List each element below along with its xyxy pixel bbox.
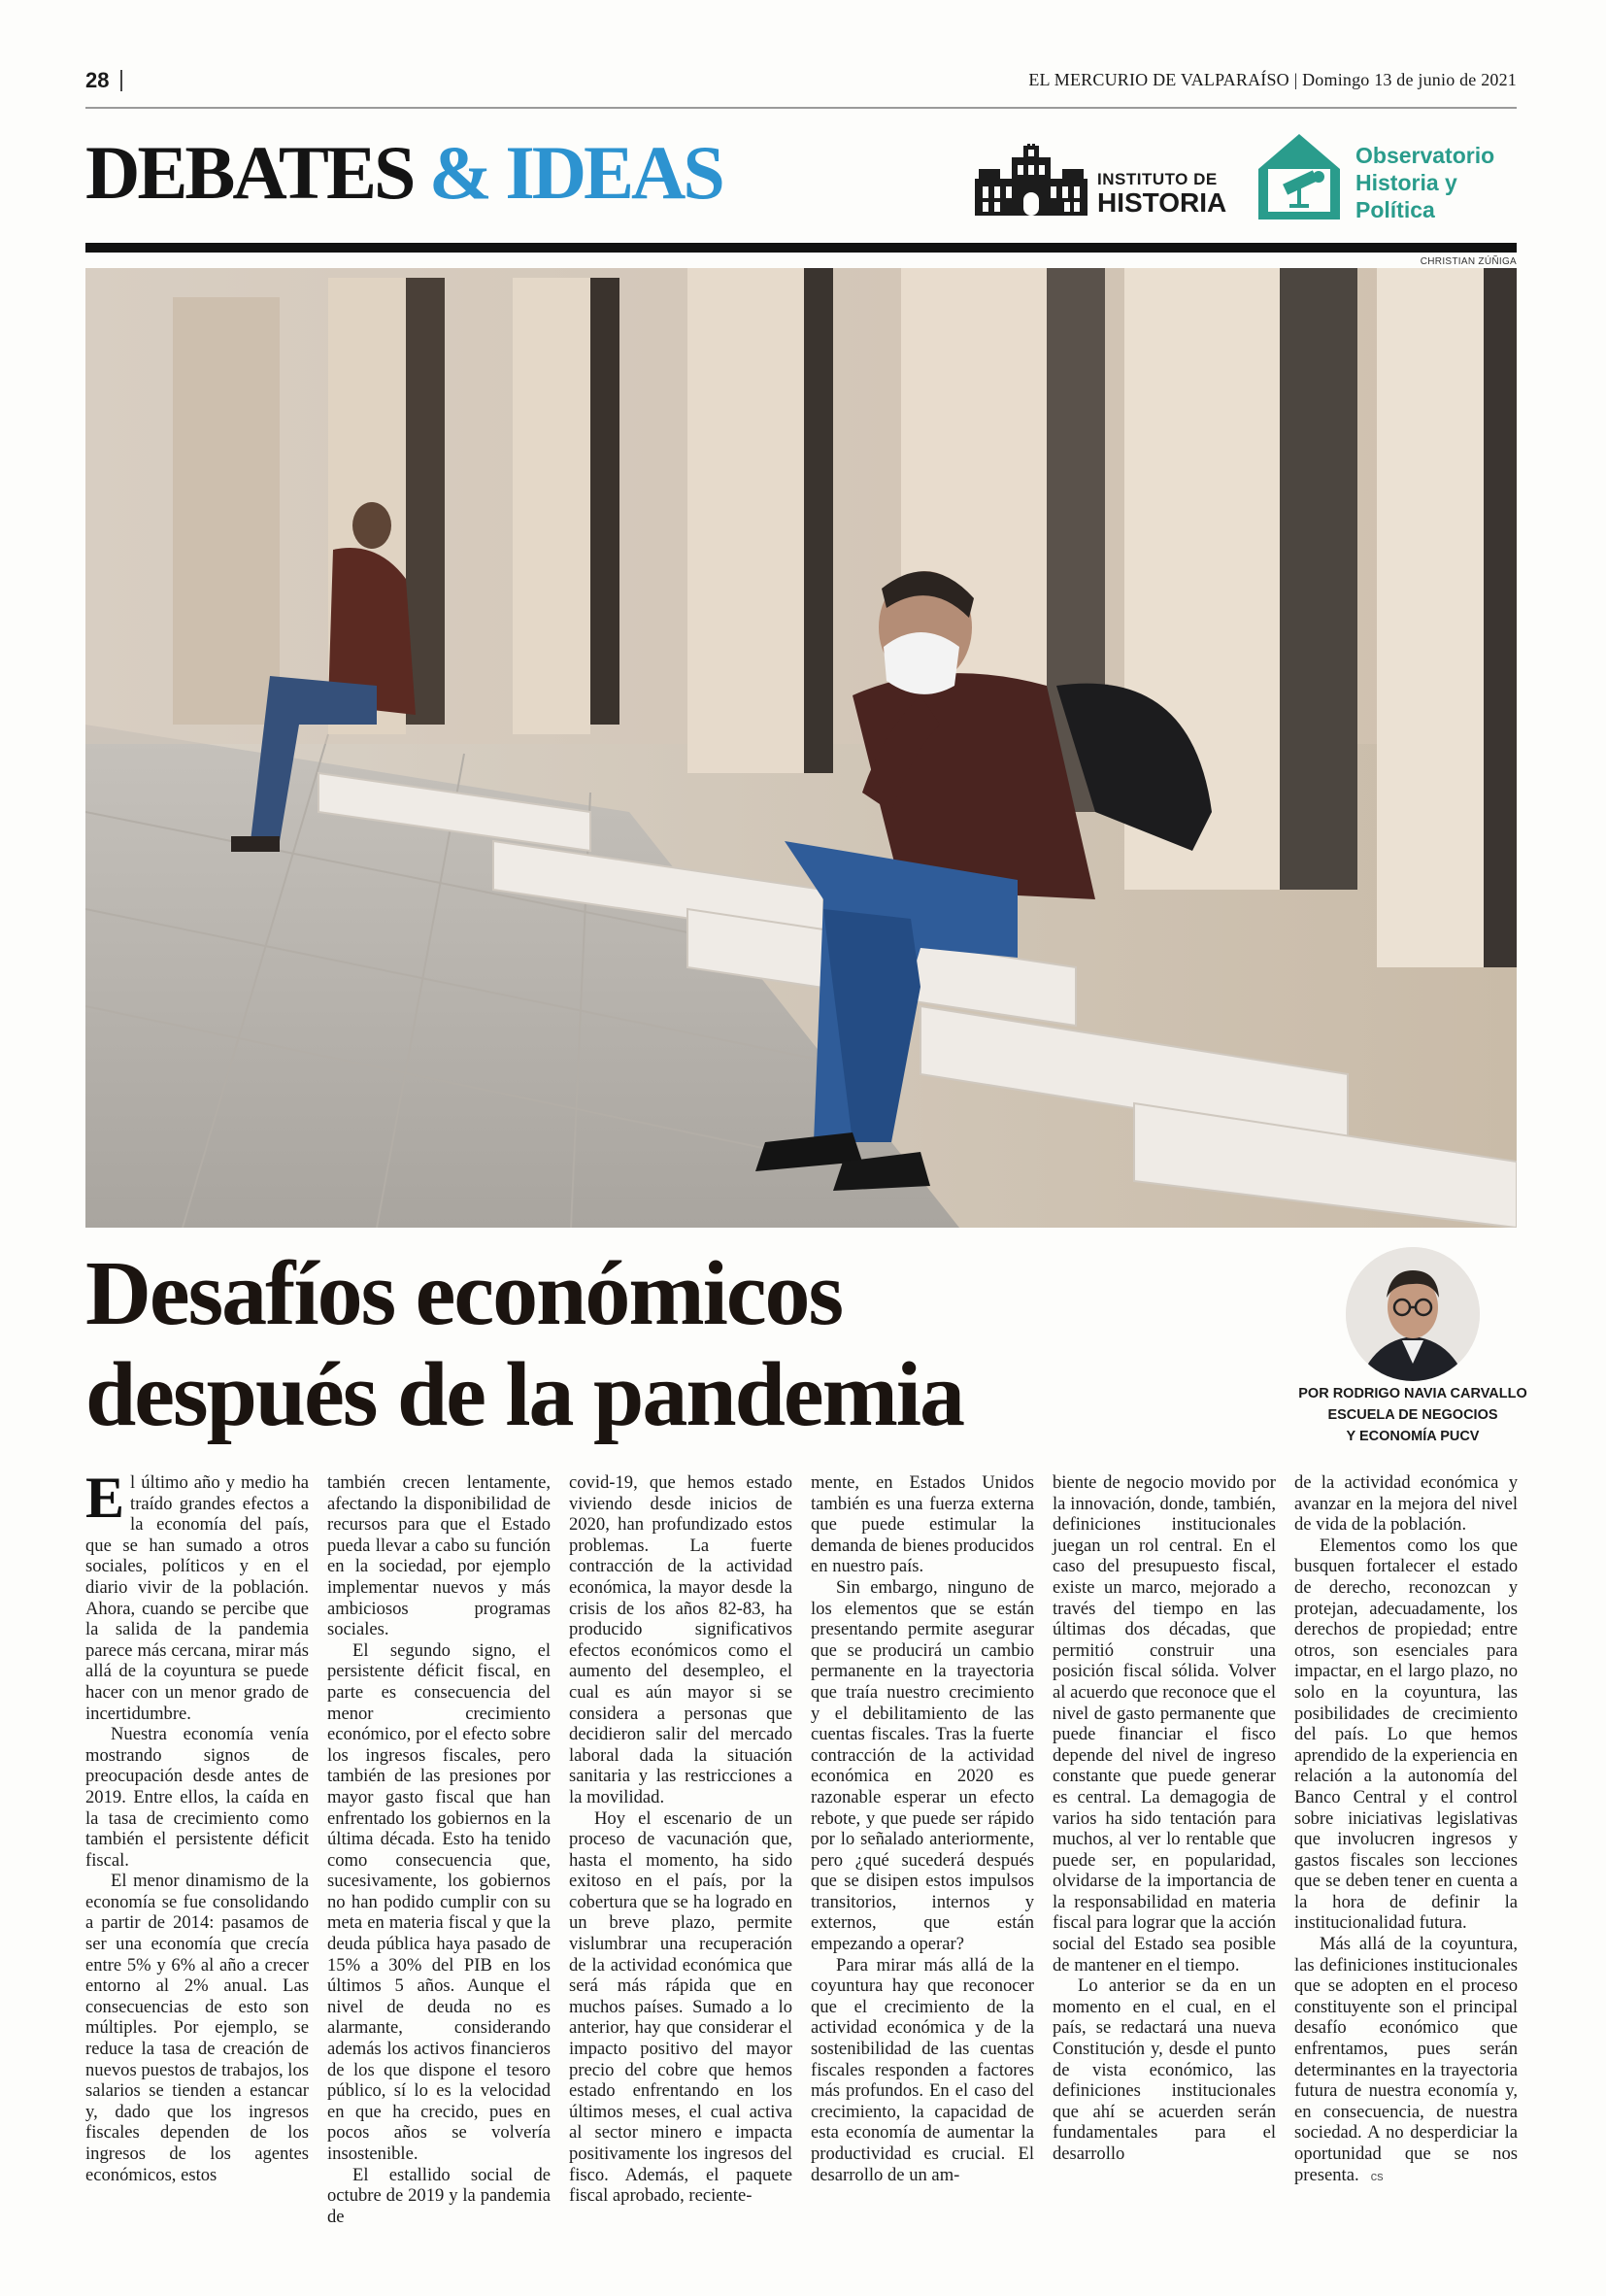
building-icon: [973, 144, 1089, 218]
paragraph-text: l último año y medio ha traído grandes efectos a la economía del país, que se han sumado a otros sociales, políticos y en el diario vivir de la población. Ahora, cuando se percibe que la salida de la pandemia parece más cercana, mirar más allá de la coyuntura se puede hacer con un menor grado de incertidumbre.: [85, 1472, 309, 1724]
author-portrait-image: [1346, 1247, 1480, 1381]
article-column-3: [569, 1472, 792, 2207]
paragraph: Elementos como los que busquen fortalecer el estado de derecho, reconozcan y protejan, adecuadamente, los derechos de propiedad; entre otros, son esenciales para impactar, en el largo plazo, no solo en la coyuntura, las posibilidades de crecimiento del país. Lo que hemos aprendido de la experiencia en relación a la autonomía del Banco Central y el control sobre iniciativas legislativas que involucren ingresos y gastos fiscales son lecciones que se deben tener en cuenta a la hora de definir la institucionalidad futura.: [1294, 1535, 1518, 1934]
author-avatar: [1346, 1247, 1480, 1381]
folio-divider: |: [1293, 70, 1303, 89]
paragraph: Para mirar más allá de la coyuntura hay que reconocer que el crecimiento de la actividad económica y de la sostenibilidad de las cuentas fiscales responden a factores más profundos. En el caso del crecimiento, la capacidad de esta economía de aumentar la productividad es crucial. El desarrollo de un am-: [811, 1954, 1034, 2185]
paragraph: covid-19, que hemos estado viviendo desde inicios de 2020, han profundizado estos problemas. La fuerte contracción de la actividad económica, la mayor desde la crisis de los años 82-83, ha producido significativos efectos económicos como el aumento del desempleo, el cual es aún mayor si se considera a personas que decidieron salir del mercado laboral dada la situación sanitaria y las restricciones a la movilidad.: [569, 1472, 792, 1807]
author-affiliation-2: Y ECONOMÍA PUCV: [1346, 1429, 1480, 1444]
publication-name: EL MERCURIO DE VALPARAÍSO: [1028, 70, 1289, 89]
paragraph: [1294, 1934, 1518, 2186]
paragraph: El estallido social de octubre de 2019 y la pandemia de: [327, 2164, 551, 2227]
paragraph: mente, en Estados Unidos también es una fuerza externa que puede estimular la demanda de bienes producidos en nuestro país.: [811, 1472, 1034, 1577]
paragraph: Nuestra economía venía mostrando signos de preocupación desde antes de 2019. Entre ellos, la caída en la tasa de crecimiento como también el persistente déficit fiscal.: [85, 1724, 309, 1871]
instituto-historia-logo: [973, 144, 1227, 218]
main-photo: [85, 268, 1517, 1228]
drop-cap: E: [85, 1466, 125, 1530]
paragraph: Lo anterior se da en un momento en el cual, en el país, se redactará una nueva Constitución y, desde el punto de vista económico, las definiciones institucionales que ahí se acuerden serán fundamentales para el desarrollo: [1053, 1975, 1276, 2164]
folio-bar: [85, 68, 1517, 95]
paragraph: El menor dinamismo de la economía se fue consolidando a partir de 2014: pasamos de ser una economía que crecía entre 5% y 6% al año a crecer entorno al 2% anual. Las consecuencias de esto son múltiples. Por ejemplo, se reduce la tasa de creación de nuevos puestos de trabajos, los salarios se tienden a estancar y, dado que los ingresos fiscales dependen de los ingresos de los agentes económicos, estos: [85, 1871, 309, 2185]
headline-line1: Desafíos económicos: [85, 1243, 843, 1344]
instituto-line1: INSTITUTO DE: [1097, 170, 1218, 188]
section-title-amp: &: [428, 130, 489, 215]
publication-date: Domingo 13 de junio de 2021: [1302, 70, 1517, 89]
top-rule: [85, 107, 1517, 109]
paragraph: El segundo signo, el persistente déficit fiscal, en parte es consecuencia del menor crecimiento económico, por el efecto sobre los ingresos fiscales, pero también de las presiones por mayor gasto fiscal que han enfrentado los gobiernos en la última década. Esto ha tenido como consecuencia que, sucesivamente, los gobiernos no han podido cumplir con su meta en materia fiscal y que la deuda pública haya pasado de 15% a 30% del PIB en los últimos 5 años. Aunque el nivel de deuda no es alarmante, considerando además los activos financieros de los que dispone el tesoro público, sí lo es la velocidad en que ha crecido, pues en pocos años se volvería insostenible.: [327, 1639, 551, 2164]
observatorio-line3: Política: [1355, 197, 1435, 222]
byline: [1272, 1383, 1554, 1447]
article-column-1: [85, 1466, 309, 2185]
author-affiliation-1: ESCUELA DE NEGOCIOS: [1327, 1407, 1498, 1423]
folio-publication-line: [1028, 70, 1517, 90]
paragraph: de la actividad económica y avanzar en la mejora del nivel de vida de la población.: [1294, 1472, 1518, 1536]
observatorio-line1: Observatorio: [1355, 143, 1495, 168]
headline-line2: después de la pandemia: [85, 1344, 964, 1445]
observatorio-text: [1355, 142, 1494, 223]
article-column-5: [1053, 1472, 1276, 2165]
article-column-2: [327, 1472, 551, 2227]
instituto-line2: HISTORIA: [1097, 187, 1227, 218]
observatorio-logo: [1255, 130, 1526, 223]
folio-separator: [120, 70, 122, 91]
article-column-4: [811, 1472, 1034, 2185]
instituto-historia-text: [1097, 171, 1226, 217]
observatory-icon: [1255, 130, 1344, 223]
section-rule: [85, 243, 1517, 253]
street-scene-image: [85, 268, 1517, 1228]
paragraph-text: Más allá de la coyuntura, las definiciones institucionales que se adopten en el proceso constituyente son el principal desafío económico que enfrentamos, pues serán determinantes en la trayectoria futura de nuestra economía y, en consecuencia, de nuestra sociedad. A no desperdiciar la oportunidad que se nos presenta.: [1294, 1934, 1518, 2185]
section-title-debates: DEBATES: [85, 130, 414, 215]
article-headline: [85, 1243, 1251, 1445]
section-title-ideas: IDEAS: [505, 130, 722, 215]
author-name: POR RODRIGO NAVIA CARVALLO: [1298, 1386, 1527, 1401]
photo-credit: CHRISTIAN ZÚÑIGA: [1420, 256, 1517, 267]
paragraph: también crecen lentamente, afectando la disponibilidad de recursos para que el Estado pueda llevar a cabo su función en la sociedad, por ejemplo implementar nuevos y más ambiciosos programas sociales.: [327, 1472, 551, 1640]
paragraph: Hoy el escenario de un proceso de vacunación que, hasta el momento, ha sido exitoso en el país, por la cobertura que se ha logrado en un breve plazo, permite vislumbrar una recuperación de la actividad económica que será más rápida que en muchos países. Sumado a lo anterior, hay que considerar el impacto positivo del mayor precio del cobre que hemos estado enfrentando en los últimos meses, el cual activa al sector minero e impacta positivamente los ingresos del fisco. Además, el paquete fiscal aprobado, reciente-: [569, 1807, 792, 2207]
observatorio-line2: Historia y: [1355, 170, 1457, 195]
page-number: 28: [85, 68, 110, 92]
paragraph: [85, 1466, 309, 1724]
paragraph: Sin embargo, ninguno de los elementos que se están presentando permite asegurar que se producirá un cambio permanente en la trayectoria que traía nuestro crecimiento y el debilitamiento de las cuentas fiscales. Tras la fuerte contracción de la actividad económica en 2020 es razonable esperar un efecto rebote, y que puede ser rápido por lo señalado anteriormente, pero ¿qué sucederá después que se disipen estos impulsos transitorios, internos y externos, que están empezando a operar?: [811, 1576, 1034, 1955]
paragraph: biente de negocio movido por la innovación, donde, también, definiciones institucionales juegan un rol central. En el caso del presupuesto fiscal, existe un marco, mejorado a través del tiempo en las últimas dos décadas, que permitió construir una posición fiscal sólida. Volver al acuerdo que reconoce que el nivel de gasto permanente que puede financiar el fisco depende del nivel de ingreso constante que puede generar es central. La demagogia de varios ha sido tentación para muchos, al ver lo rentable que puede ser, en popularidad, olvidarse de la importancia de la responsabilidad en materia fiscal para lograr que la acción social del Estado sea posible de mantener en el tiempo.: [1053, 1472, 1276, 1975]
section-title: [85, 130, 722, 215]
article-column-6: [1294, 1472, 1518, 2186]
end-mark: cs: [1370, 2168, 1384, 2183]
